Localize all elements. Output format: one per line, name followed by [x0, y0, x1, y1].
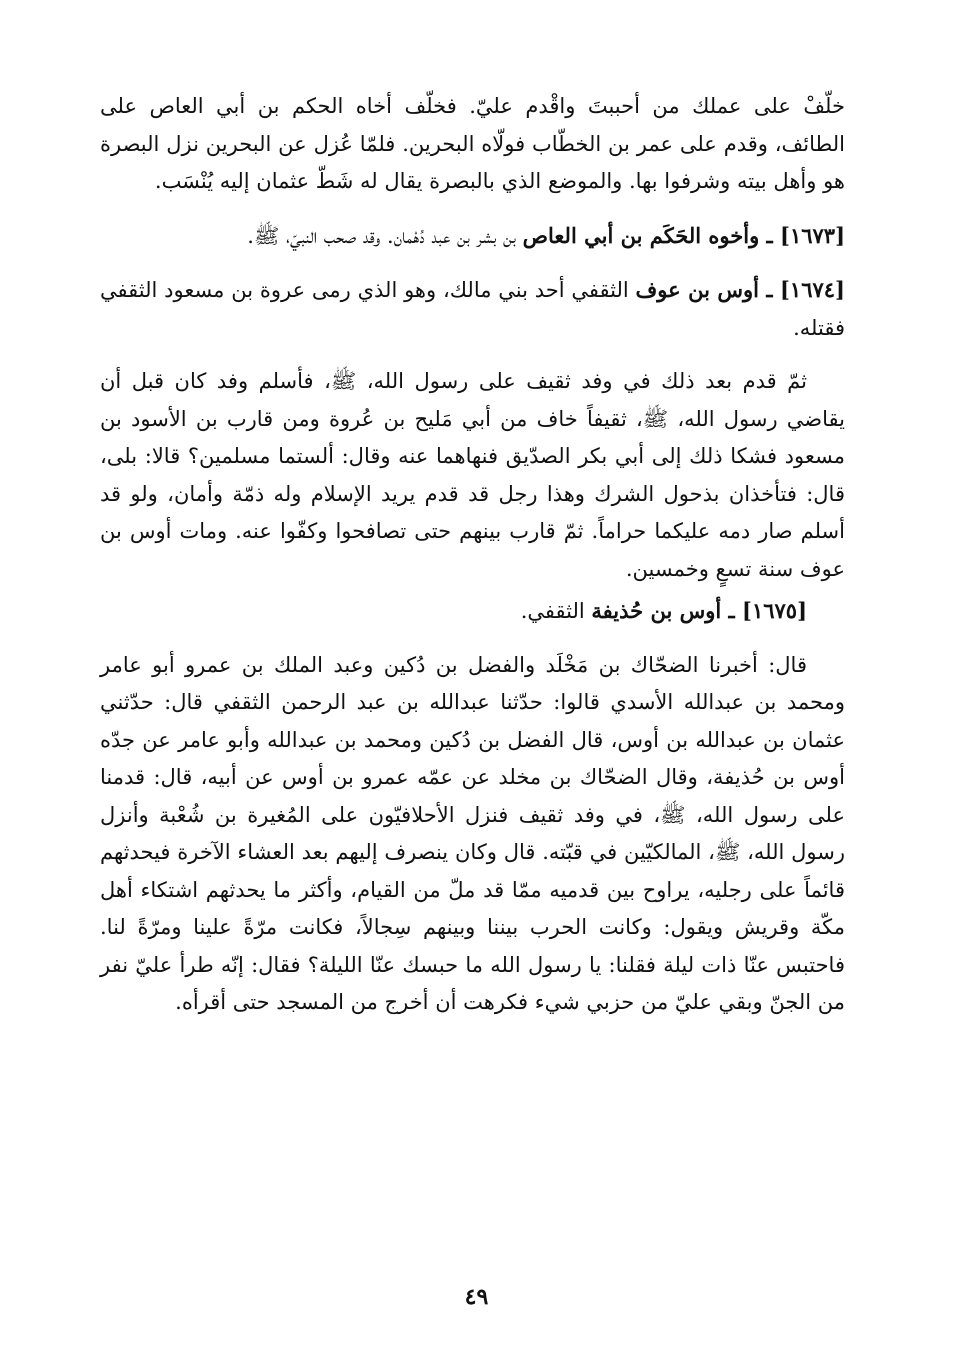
paragraph-hadith: قال: أخبرنا الضحّاك بن مَخْلَد والفضل بن دُكين وعبد الملك بن عمرو أبو عامر ومحمد بن عبدالله الأسدي قالوا: حدّثنا عبدالله بن عبد الرحمن الثقفي قال: حدّثني عثمان بن عبدالله بن أوس، قال الفضل بن دُكين ومحمد بن عبدالله وأبو عامر عن جدّه أوس بن حُذيفة، وقال الضحّاك بن مخلد عن عمّه عمرو بن أوس عن أبيه، قال: قدمنا على رسول الله، ﷺ، في وفد ثقيف فنزل الأحلافيّون على المُغيرة بن شُعْبة وأنزل رسول الله، ﷺ، المالكيّين في قبّته. قال وكان ينصرف إليهم بعد العشاء الآخرة فيحدثهم قائماً على رجليه، يراوح بين قدميه ممّا قد ملّ من القيام، وأكثر ما يحدثهم اشتكاء أهل مكّة وقريش ويقول: وكانت الحرب بيننا وبينهم سِجالاً، فكانت مرّةً علينا ومرّةً لنا. فاحتبس عنّا ذات ليلة فقلنا: يا رسول الله ما حبسك عنّا الليلة؟ فقال: إنّه طرأ عليّ نفر من الجنّ وبقي عليّ من حزبي شيء فكرهت أن أخرج من المسجد حتى أقرأه. [100, 652, 845, 1014]
entry-1675-nisba: الثقفي. [520, 599, 585, 623]
entry-1673-heading: [١٦٧٣] ـ وأخوه الحَكَم بن أبي العاص [522, 222, 845, 248]
paragraph-intro: خلّفْ على عملك من أحببتَ واقْدم عليّ. فخلّف أخاه الحكم بن أبي العاص على الطائف، وقدم على عمر بن الخطّاب فولّاه البحرين. فلمّا عُزل عن البحرين نزل البصرة هو وأهل بيته وشرفوا بها. والموضع الذي بالبصرة يقال له شَطّ عثمان إليه يُنْسَب. [100, 94, 845, 193]
entry-1673-text: وقد صحب النبيّ، ﷺ. [247, 223, 381, 248]
entry-1675 [100, 592, 845, 631]
entry-1674-text: أحد بني مالك، وهو الذي رمى عروة بن مسعود الثقفي فقتله. [100, 278, 845, 340]
entry-1674 [100, 271, 845, 347]
entry-1673-lineage: بن بشر بن عبد دُهْمان. [387, 223, 516, 248]
entry-1674-nisba: الثقفي [571, 278, 629, 302]
entry-1673 [100, 217, 845, 256]
entry-1675-heading: [١٦٧٥] ـ أوس بن حُذيفة [591, 598, 807, 623]
page-number: ٤٩ [464, 1284, 489, 1310]
paragraph-aws-ibn-awf: ثمّ قدم بعد ذلك في وفد ثقيف على رسول الله، ﷺ، فأسلم وفد كان قبل أن يقاضي رسول الله، ﷺ، ثقيفاً خاف من أبي مَليح بن عُروة ومن قارب بن الأسود بن مسعود فشكا ذلك إلى أبي بكر الصدّيق فنهاهما عنه وقال: ألستما مسلمين؟ قالا: بلى، قال: فتأخذان بذحول الشرك وهذا رجل قد قدم يريد الإسلام وله ذمّة وأمان، ولو قد أسلم صار دمه عليكما حراماً. ثمّ قارب بينهم حتى تصافحوا وكفّوا عنه. ومات أوس بن عوف سنة تسعٍ وخمسين. [100, 369, 845, 581]
page-body [100, 88, 845, 1022]
entry-1674-heading: [١٦٧٤] ـ أوس بن عوف [635, 277, 845, 302]
